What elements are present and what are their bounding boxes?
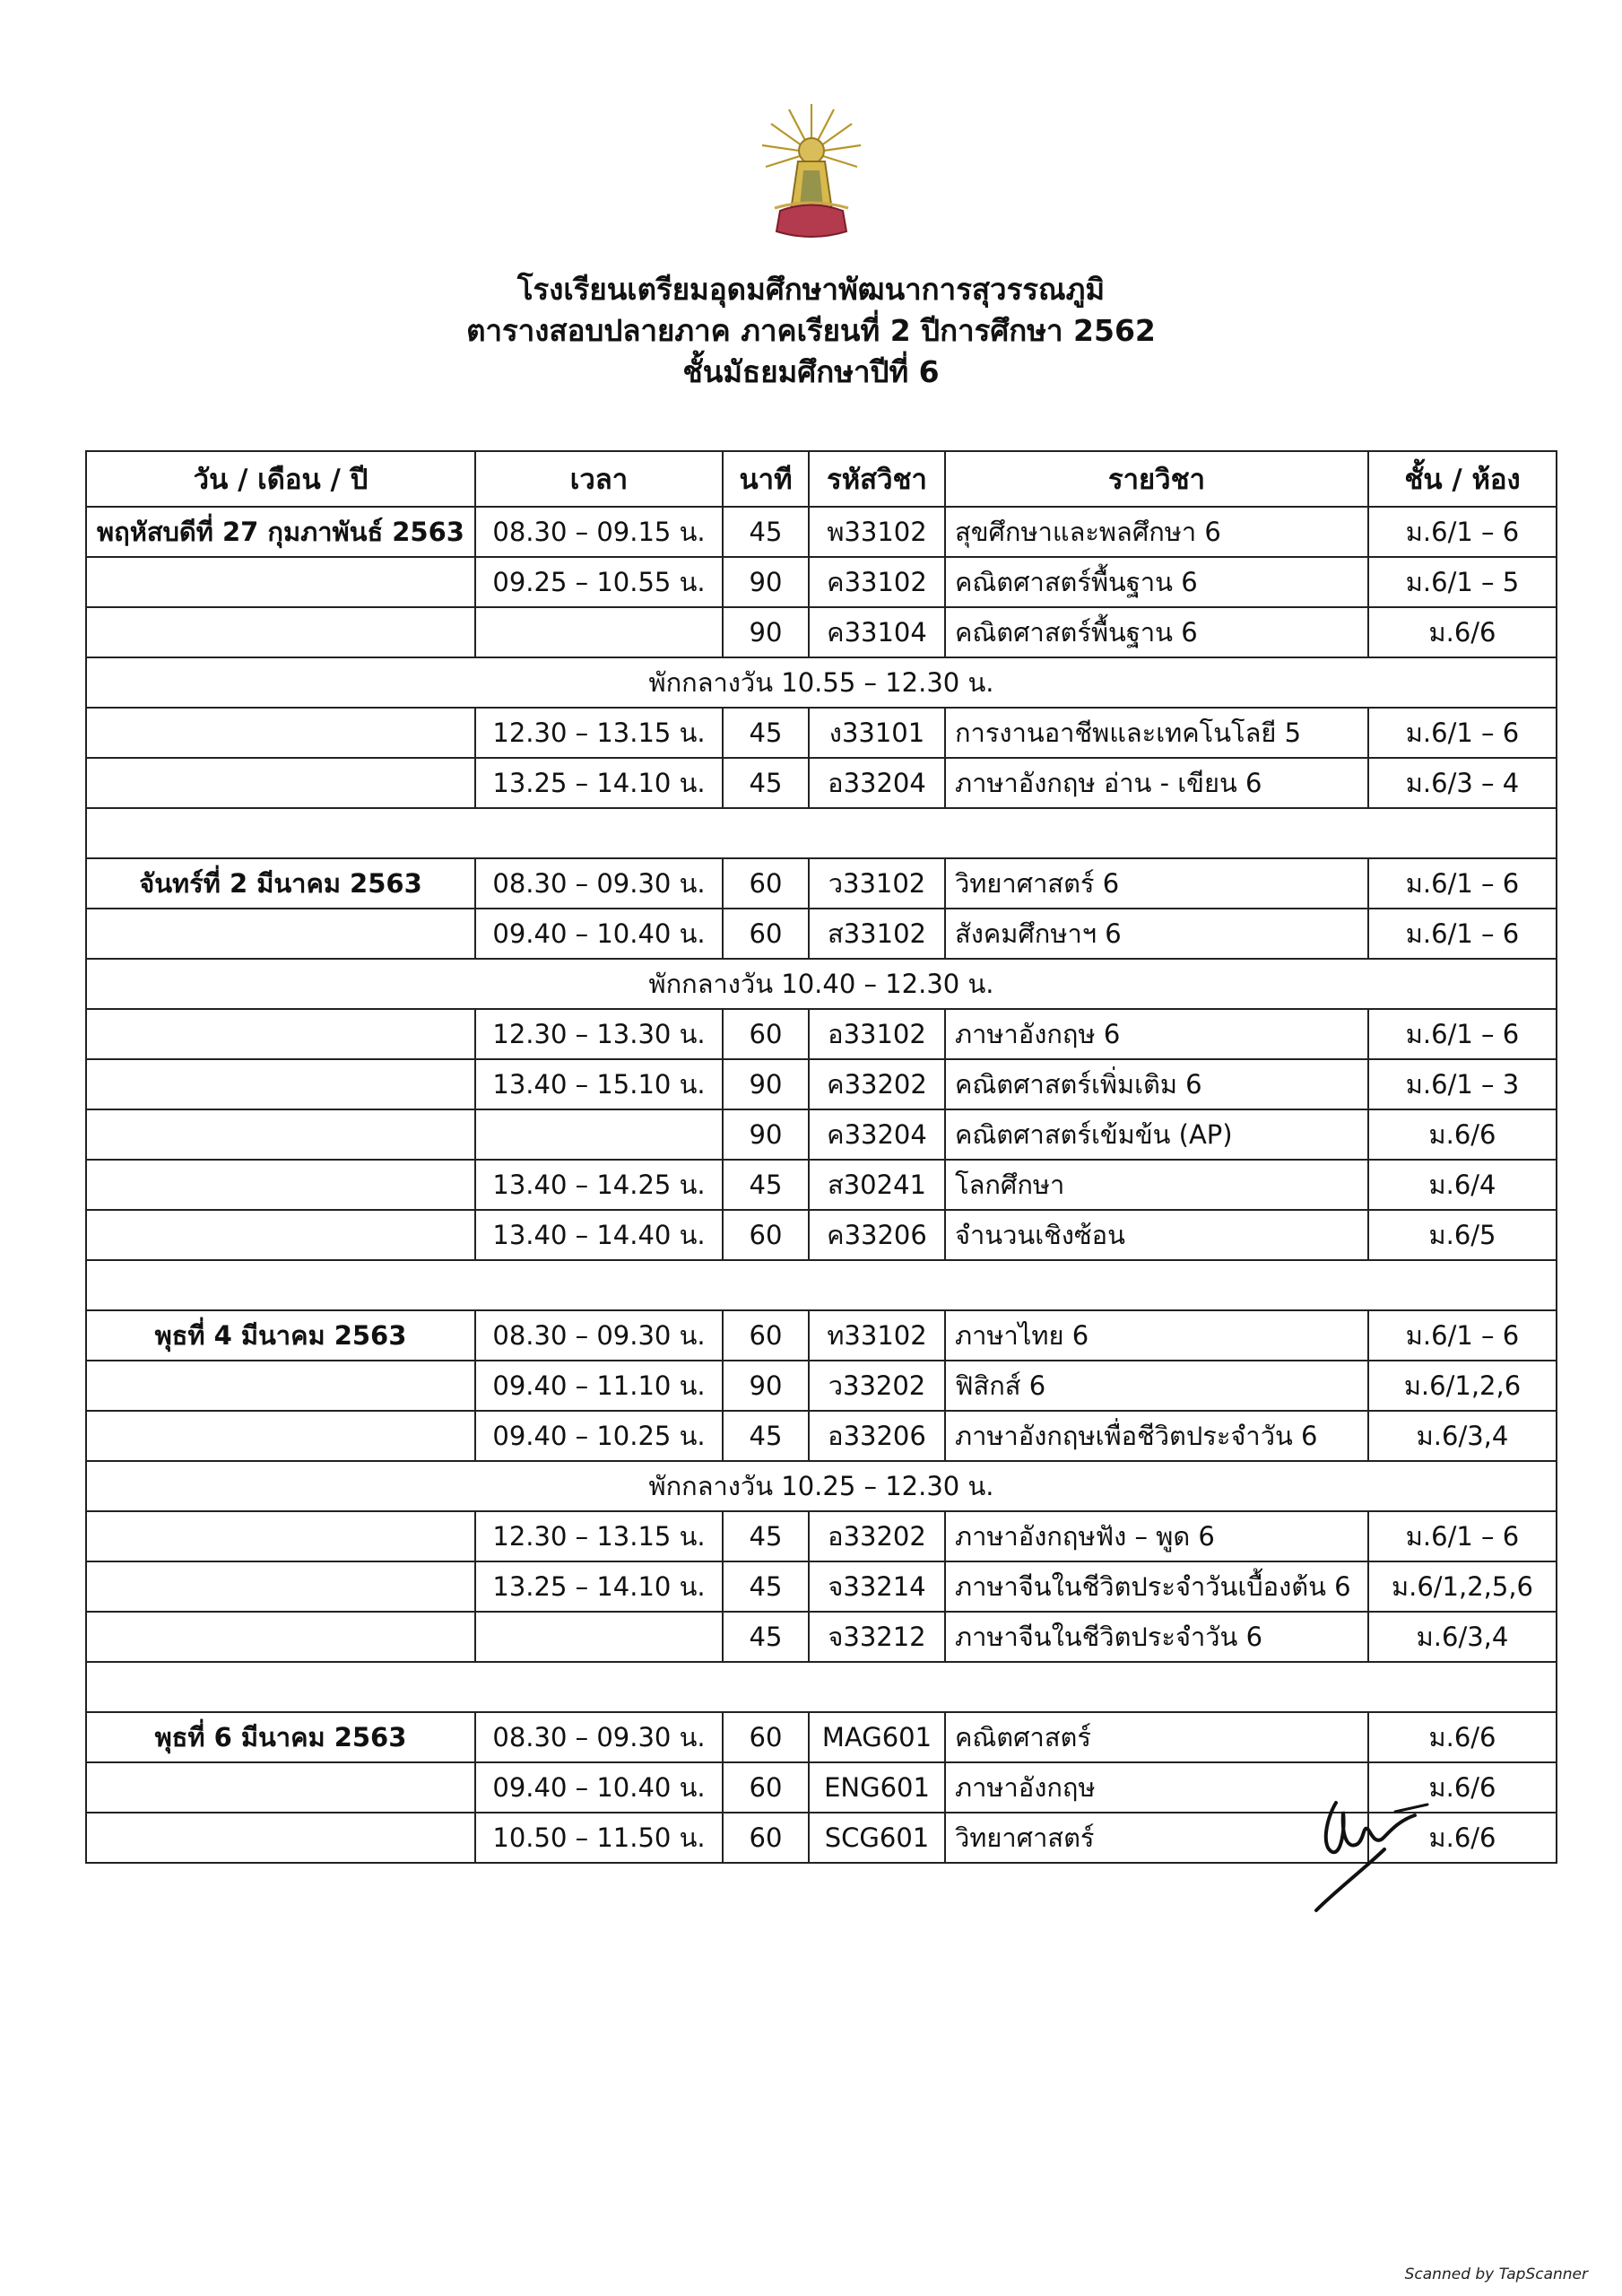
- lunch-break-text: พักกลางวัน 10.55 – 12.30 น.: [86, 657, 1557, 708]
- cell-date: [86, 1210, 475, 1260]
- cell-subject: ภาษาอังกฤษ อ่าน - เขียน 6: [945, 758, 1368, 808]
- document-header: [0, 269, 1622, 393]
- cell-subject: คณิตศาสตร์เพิ่มเติม 6: [945, 1059, 1368, 1109]
- cell-subject: คณิตศาสตร์: [945, 1712, 1368, 1762]
- table-row: [86, 507, 1557, 557]
- cell-subject-code: ค33204: [809, 1109, 945, 1160]
- cell-minutes: 60: [723, 858, 809, 909]
- cell-class-room: ม.6/1 – 6: [1368, 708, 1557, 758]
- table-row: [86, 1109, 1557, 1160]
- exam-schedule-table: [85, 450, 1557, 1864]
- spacer-cell: [86, 1662, 1557, 1712]
- table-body: [86, 507, 1557, 1863]
- cell-class-room: ม.6/3 – 4: [1368, 758, 1557, 808]
- cell-minutes: 60: [723, 909, 809, 959]
- cell-subject: คณิตศาสตร์เข้มข้น (AP): [945, 1109, 1368, 1160]
- cell-subject-code: ค33104: [809, 607, 945, 657]
- cell-subject-code: MAG601: [809, 1712, 945, 1762]
- cell-date: [86, 1009, 475, 1059]
- cell-minutes: 60: [723, 1762, 809, 1813]
- cell-subject: ภาษาอังกฤษฟัง – พูด 6: [945, 1511, 1368, 1561]
- cell-date: [86, 607, 475, 657]
- spacer-cell: [86, 1260, 1557, 1310]
- header-subject-code: รหัสวิชา: [809, 451, 945, 507]
- cell-minutes: 45: [723, 1511, 809, 1561]
- cell-time: 13.25 – 14.10 น.: [475, 758, 723, 808]
- table-row: [86, 1411, 1557, 1461]
- cell-subject-code: อ33102: [809, 1009, 945, 1059]
- cell-minutes: 90: [723, 1361, 809, 1411]
- cell-subject: โลกศึกษา: [945, 1160, 1368, 1210]
- cell-date: [86, 708, 475, 758]
- cell-time: [475, 607, 723, 657]
- cell-time: 10.50 – 11.50 น.: [475, 1813, 723, 1863]
- table-row: [86, 557, 1557, 607]
- cell-date: [86, 1361, 475, 1411]
- cell-time: 12.30 – 13.15 น.: [475, 1511, 723, 1561]
- cell-subject: ภาษาจีนในชีวิตประจำวัน 6: [945, 1612, 1368, 1662]
- table-row: [86, 1210, 1557, 1260]
- cell-time: 09.40 – 10.25 น.: [475, 1411, 723, 1461]
- table-row: [86, 1561, 1557, 1612]
- cell-class-room: ม.6/6: [1368, 1813, 1557, 1863]
- cell-time: 13.40 – 15.10 น.: [475, 1059, 723, 1109]
- scanner-watermark: Scanned by TapScanner: [1404, 2266, 1588, 2283]
- cell-minutes: 45: [723, 708, 809, 758]
- table-row: [86, 1160, 1557, 1210]
- cell-minutes: 60: [723, 1210, 809, 1260]
- cell-date: [86, 1059, 475, 1109]
- table-row: [86, 909, 1557, 959]
- cell-subject-code: ENG601: [809, 1762, 945, 1813]
- cell-date: พฤหัสบดีที่ 27 กุมภาพันธ์ 2563: [86, 507, 475, 557]
- cell-date: [86, 909, 475, 959]
- spacer-row: [86, 1662, 1557, 1712]
- cell-time: 13.25 – 14.10 น.: [475, 1561, 723, 1612]
- lunch-break-row: [86, 1461, 1557, 1511]
- table-row: [86, 858, 1557, 909]
- table-row: [86, 1511, 1557, 1561]
- cell-minutes: 90: [723, 557, 809, 607]
- cell-minutes: 60: [723, 1813, 809, 1863]
- header-minutes: นาที: [723, 451, 809, 507]
- cell-date: [86, 1561, 475, 1612]
- cell-class-room: ม.6/5: [1368, 1210, 1557, 1260]
- cell-subject-code: จ33214: [809, 1561, 945, 1612]
- cell-subject: วิทยาศาสตร์ 6: [945, 858, 1368, 909]
- cell-time: 13.40 – 14.40 น.: [475, 1210, 723, 1260]
- cell-time: 12.30 – 13.15 น.: [475, 708, 723, 758]
- table-row: [86, 1712, 1557, 1762]
- exam-schedule-title: ตารางสอบปลายภาค ภาคเรียนที่ 2 ปีการศึกษา 2562: [466, 313, 1156, 348]
- lunch-break-text: พักกลางวัน 10.25 – 12.30 น.: [86, 1461, 1557, 1511]
- cell-subject-code: ค33202: [809, 1059, 945, 1109]
- cell-time: 12.30 – 13.30 น.: [475, 1009, 723, 1059]
- cell-time: [475, 1109, 723, 1160]
- cell-class-room: ม.6/3,4: [1368, 1612, 1557, 1662]
- table-row: [86, 708, 1557, 758]
- cell-class-room: ม.6/1 – 6: [1368, 909, 1557, 959]
- cell-minutes: 60: [723, 1310, 809, 1361]
- table-row: [86, 1009, 1557, 1059]
- cell-date: [86, 1612, 475, 1662]
- school-crest-icon: [753, 99, 870, 242]
- cell-subject: คณิตศาสตร์พื้นฐาน 6: [945, 557, 1368, 607]
- cell-minutes: 60: [723, 1712, 809, 1762]
- cell-time: 08.30 – 09.30 น.: [475, 1712, 723, 1762]
- cell-class-room: ม.6/1 – 6: [1368, 507, 1557, 557]
- cell-class-room: ม.6/6: [1368, 607, 1557, 657]
- cell-time: 08.30 – 09.15 น.: [475, 507, 723, 557]
- cell-class-room: ม.6/1 – 5: [1368, 557, 1557, 607]
- header-subject: รายวิชา: [945, 451, 1368, 507]
- cell-class-room: ม.6/1 – 6: [1368, 1009, 1557, 1059]
- cell-date: จันทร์ที่ 2 มีนาคม 2563: [86, 858, 475, 909]
- cell-subject-code: อ33206: [809, 1411, 945, 1461]
- cell-date: พุธที่ 4 มีนาคม 2563: [86, 1310, 475, 1361]
- cell-subject: คณิตศาสตร์พื้นฐาน 6: [945, 607, 1368, 657]
- cell-minutes: 45: [723, 1561, 809, 1612]
- cell-subject: สังคมศึกษาฯ 6: [945, 909, 1368, 959]
- cell-class-room: ม.6/1 – 6: [1368, 858, 1557, 909]
- cell-class-room: ม.6/6: [1368, 1109, 1557, 1160]
- table-row: [86, 758, 1557, 808]
- cell-subject: วิทยาศาสตร์: [945, 1813, 1368, 1863]
- grade-level: ชั้นมัธยมศึกษาปีที่ 6: [682, 354, 940, 389]
- header-class-room: ชั้น / ห้อง: [1368, 451, 1557, 507]
- cell-minutes: 45: [723, 1612, 809, 1662]
- header-time: เวลา: [475, 451, 723, 507]
- lunch-break-row: [86, 959, 1557, 1009]
- table-row: [86, 1059, 1557, 1109]
- cell-time: [475, 1612, 723, 1662]
- cell-date: [86, 1109, 475, 1160]
- cell-time: 09.40 – 11.10 น.: [475, 1361, 723, 1411]
- cell-class-room: ม.6/6: [1368, 1712, 1557, 1762]
- cell-class-room: ม.6/1 – 6: [1368, 1511, 1557, 1561]
- cell-date: [86, 1411, 475, 1461]
- cell-date: [86, 1762, 475, 1813]
- handwritten-signature-icon: [1309, 1785, 1435, 1919]
- cell-minutes: 45: [723, 758, 809, 808]
- cell-subject: ภาษาไทย 6: [945, 1310, 1368, 1361]
- cell-date: [86, 1813, 475, 1863]
- cell-date: [86, 1160, 475, 1210]
- cell-subject-code: ง33101: [809, 708, 945, 758]
- cell-date: [86, 557, 475, 607]
- cell-time: 09.25 – 10.55 น.: [475, 557, 723, 607]
- cell-date: พุธที่ 6 มีนาคม 2563: [86, 1712, 475, 1762]
- cell-class-room: ม.6/1 – 6: [1368, 1310, 1557, 1361]
- cell-subject: ภาษาอังกฤษ 6: [945, 1009, 1368, 1059]
- cell-class-room: ม.6/1 – 3: [1368, 1059, 1557, 1109]
- cell-subject-code: จ33212: [809, 1612, 945, 1662]
- cell-subject: ฟิสิกส์ 6: [945, 1361, 1368, 1411]
- cell-minutes: 45: [723, 1411, 809, 1461]
- cell-subject: ภาษาจีนในชีวิตประจำวันเบื้องต้น 6: [945, 1561, 1368, 1612]
- cell-subject-code: SCG601: [809, 1813, 945, 1863]
- cell-minutes: 90: [723, 607, 809, 657]
- table-row: [86, 1612, 1557, 1662]
- spacer-row: [86, 808, 1557, 858]
- cell-subject-code: ว33102: [809, 858, 945, 909]
- cell-date: [86, 758, 475, 808]
- cell-subject-code: ท33102: [809, 1310, 945, 1361]
- cell-class-room: ม.6/1,2,5,6: [1368, 1561, 1557, 1612]
- cell-subject: การงานอาชีพและเทคโนโลยี 5: [945, 708, 1368, 758]
- school-name: โรงเรียนเตรียมอุดมศึกษาพัฒนาการสุวรรณภูมิ: [516, 272, 1106, 307]
- cell-time: 08.30 – 09.30 น.: [475, 1310, 723, 1361]
- cell-class-room: ม.6/1,2,6: [1368, 1361, 1557, 1411]
- cell-subject-code: ส33102: [809, 909, 945, 959]
- table-row: [86, 1361, 1557, 1411]
- table-header-row: [86, 451, 1557, 507]
- cell-subject-code: อ33204: [809, 758, 945, 808]
- cell-minutes: 90: [723, 1109, 809, 1160]
- cell-minutes: 90: [723, 1059, 809, 1109]
- cell-date: [86, 1511, 475, 1561]
- cell-class-room: ม.6/4: [1368, 1160, 1557, 1210]
- cell-minutes: 45: [723, 507, 809, 557]
- spacer-row: [86, 1260, 1557, 1310]
- cell-subject: ภาษาอังกฤษเพื่อชีวิตประจำวัน 6: [945, 1411, 1368, 1461]
- lunch-break-row: [86, 657, 1557, 708]
- table-row: [86, 607, 1557, 657]
- cell-subject-code: พ33102: [809, 507, 945, 557]
- spacer-cell: [86, 808, 1557, 858]
- cell-subject-code: ค33206: [809, 1210, 945, 1260]
- cell-time: 09.40 – 10.40 น.: [475, 909, 723, 959]
- cell-subject-code: อ33202: [809, 1511, 945, 1561]
- cell-time: 13.40 – 14.25 น.: [475, 1160, 723, 1210]
- cell-minutes: 60: [723, 1009, 809, 1059]
- cell-class-room: ม.6/6: [1368, 1762, 1557, 1813]
- cell-class-room: ม.6/3,4: [1368, 1411, 1557, 1461]
- cell-subject-code: ส30241: [809, 1160, 945, 1210]
- cell-subject: สุขศึกษาและพลศึกษา 6: [945, 507, 1368, 557]
- cell-subject-code: ว33202: [809, 1361, 945, 1411]
- cell-time: 09.40 – 10.40 น.: [475, 1762, 723, 1813]
- lunch-break-text: พักกลางวัน 10.40 – 12.30 น.: [86, 959, 1557, 1009]
- cell-minutes: 45: [723, 1160, 809, 1210]
- header-date: วัน / เดือน / ปี: [86, 451, 475, 507]
- cell-time: 08.30 – 09.30 น.: [475, 858, 723, 909]
- cell-subject: จำนวนเชิงซ้อน: [945, 1210, 1368, 1260]
- table-row: [86, 1310, 1557, 1361]
- cell-subject: ภาษาอังกฤษ: [945, 1762, 1368, 1813]
- cell-subject-code: ค33102: [809, 557, 945, 607]
